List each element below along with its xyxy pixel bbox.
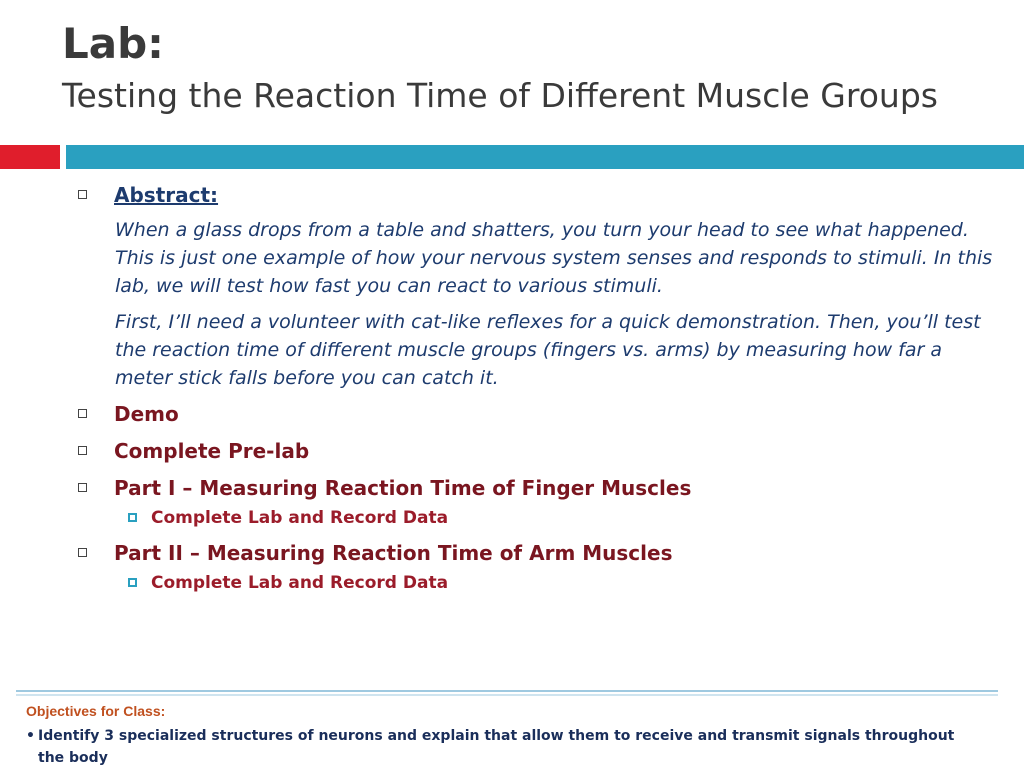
title-main: Lab:: [62, 19, 164, 68]
objective-item: [26, 725, 1006, 769]
objectives-heading: Objectives for Class:: [26, 703, 166, 719]
list-item-label: Complete Pre-lab: [114, 439, 310, 463]
objective-line-2: the body: [38, 750, 108, 766]
objective-line-1: Identify 3 specialized structures of neurons and explain that allow them to receive and transmit signals throughout: [38, 728, 955, 744]
footer-divider: [16, 690, 998, 692]
footer-divider-shadow: [16, 694, 998, 696]
list-item-label: Part I – Measuring Reaction Time of Finger Muscles: [114, 476, 692, 500]
list-item-demo: [78, 399, 998, 429]
square-bullet-icon: [78, 446, 87, 455]
abstract-paragraph-2: First, I’ll need a volunteer with cat-like reflexes for a quick demonstration. Then, you’ll test the reaction time of different muscle groups (fingers vs. arms) by measuring how far a meter stick falls before you can catch it.: [115, 311, 981, 389]
sub-item-label: Complete Lab and Record Data: [151, 573, 449, 593]
sub-item-part-2: [128, 570, 998, 596]
accent-bar-teal: [66, 145, 1024, 169]
square-bullet-icon: [78, 190, 87, 199]
square-bullet-icon: [78, 548, 87, 557]
list-item-label: Part II – Measuring Reaction Time of Arm Muscles: [114, 541, 673, 565]
teal-square-bullet-icon: [128, 578, 137, 587]
sub-item-part-1: [128, 505, 998, 531]
sub-item-label: Complete Lab and Record Data: [151, 508, 449, 528]
abstract-heading: Abstract:: [114, 183, 219, 207]
list-item-label: Demo: [114, 402, 179, 426]
abstract-bullet: [78, 180, 998, 210]
slide-content: [78, 180, 998, 596]
square-bullet-icon: [78, 409, 87, 418]
list-item-part-1: [78, 473, 998, 503]
slide-title: [62, 18, 1016, 118]
list-item-part-2: [78, 538, 998, 568]
teal-square-bullet-icon: [128, 513, 137, 522]
accent-bar-red: [0, 145, 60, 169]
title-subtitle: Testing the Reaction Time of Different Muscle Groups: [62, 76, 938, 115]
list-item-prelab: [78, 436, 998, 466]
bullet-dot-icon: •: [26, 728, 35, 744]
abstract-paragraph-1: When a glass drops from a table and shatters, you turn your head to see what happened. This is just one example of how your nervous system senses and responds to stimuli. In this lab, we will test how fast you can react to various stimuli.: [115, 219, 993, 297]
square-bullet-icon: [78, 483, 87, 492]
